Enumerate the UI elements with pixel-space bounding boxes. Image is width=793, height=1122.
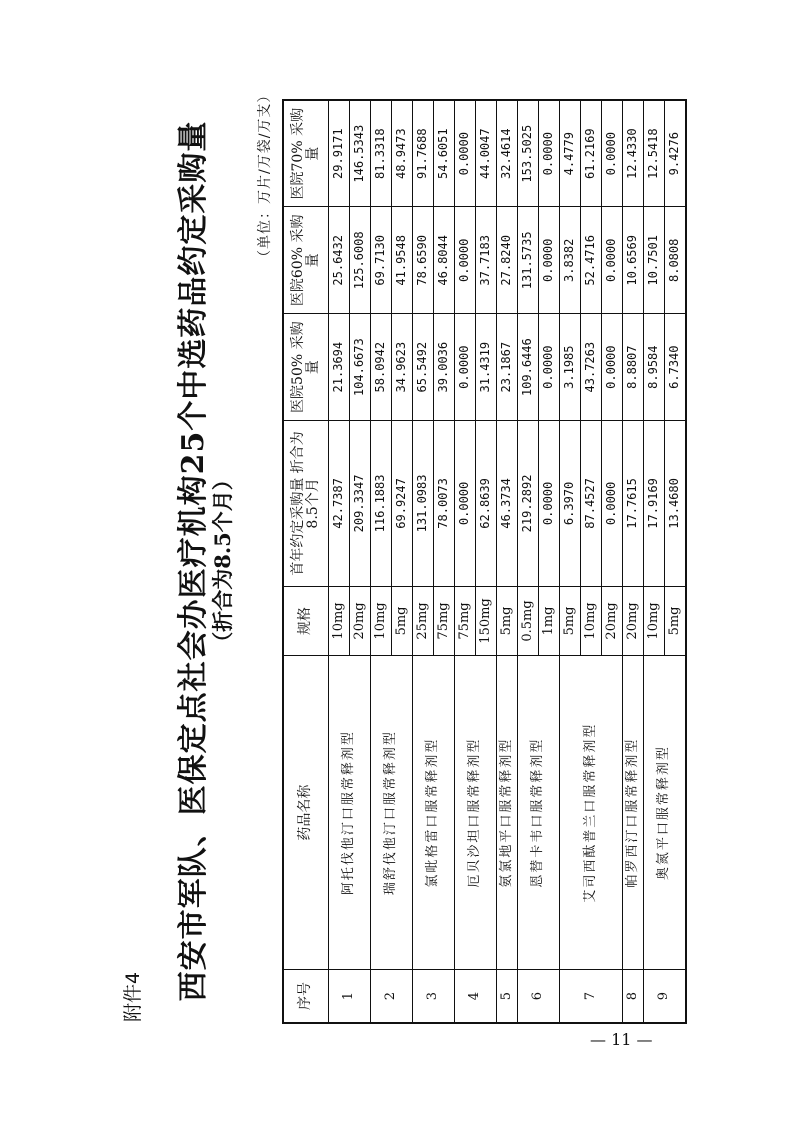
cell-spec: 5mg [497,586,518,655]
cell-p50: 31.4319 [476,314,497,421]
header-seq: 序号 [283,970,329,1023]
cell-p50: 104.6673 [350,314,371,421]
cell-drug-name: 厄贝沙坦口服常释剂型 [455,656,497,970]
header-base: 首年约定采购量 折合为8.5个月 [283,421,329,587]
cell-drug-name: 氨氯地平口服常释剂型 [497,656,518,970]
cell-p60: 0.0000 [602,207,623,314]
cell-p70: 9.4276 [665,100,687,207]
cell-spec: 0.5mg [518,586,539,655]
cell-base: 69.9247 [392,421,413,587]
cell-p70: 44.0047 [476,100,497,207]
cell-p70: 81.3318 [371,100,392,207]
cell-base: 87.4527 [581,421,602,587]
cell-seq: 6 [518,970,560,1023]
cell-base: 0.0000 [602,421,623,587]
cell-base: 17.7615 [623,421,644,587]
table-row [371,100,392,1023]
cell-spec: 10mg [581,586,602,655]
cell-drug-name: 奥氮平口服常释剂型 [644,656,687,970]
cell-drug-name: 艾司西酞普兰口服常释剂型 [560,656,623,970]
cell-p50: 0.0000 [455,314,476,421]
page-number: — 11 — [590,1030,653,1049]
unit-note: （单位：万片/万袋/万支） [257,87,273,264]
cell-base: 116.1883 [371,421,392,587]
page-subtitle: （折合为8.5个月） [210,469,235,653]
cell-base: 6.3970 [560,421,581,587]
cell-seq: 3 [413,970,455,1023]
cell-p50: 58.0942 [371,314,392,421]
cell-p70: 4.4779 [560,100,581,207]
cell-p60: 131.5735 [518,207,539,314]
cell-base: 209.3347 [350,421,371,587]
cell-drug-name: 帕罗西汀口服常释剂型 [623,656,644,970]
cell-spec: 20mg [602,586,623,655]
annex-label: 附件4 [122,971,144,1022]
cell-spec: 75mg [455,586,476,655]
table-row [455,100,476,1023]
cell-seq: 5 [497,970,518,1023]
cell-spec: 20mg [623,586,644,655]
cell-drug-name: 恩替卡韦口服常释剂型 [518,656,560,970]
cell-p70: 32.4614 [497,100,518,207]
cell-base: 46.3734 [497,421,518,587]
cell-p70: 48.9473 [392,100,413,207]
cell-base: 42.7387 [329,421,350,587]
cell-p50: 109.6446 [518,314,539,421]
cell-p60: 41.9548 [392,207,413,314]
cell-spec: 25mg [413,586,434,655]
cell-p70: 91.7688 [413,100,434,207]
header-name: 药品名称 [283,656,329,970]
cell-seq: 8 [623,970,644,1023]
table-row [497,100,518,1023]
cell-spec: 1mg [539,586,560,655]
header-p70: 医院70% 采购量 [283,100,329,207]
cell-p70: 12.4330 [623,100,644,207]
cell-p60: 27.8240 [497,207,518,314]
table-header-row [283,100,329,1023]
cell-p50: 65.5492 [413,314,434,421]
cell-p60: 69.7130 [371,207,392,314]
cell-seq: 4 [455,970,497,1023]
table-row [329,100,350,1023]
table-row [644,100,665,1023]
page-title: 西安市军队、医保定点社会办医疗机构25个中选药品约定采购量 [176,120,211,1002]
cell-drug-name: 阿托伐他汀口服常释剂型 [329,656,371,970]
table-row [560,100,581,1023]
cell-base: 78.0073 [434,421,455,587]
cell-p50: 0.0000 [539,314,560,421]
cell-p60: 10.7501 [644,207,665,314]
cell-base: 62.8639 [476,421,497,587]
cell-p50: 43.7263 [581,314,602,421]
cell-p60: 37.7183 [476,207,497,314]
cell-p70: 0.0000 [602,100,623,207]
cell-p70: 146.5343 [350,100,371,207]
cell-p60: 46.8044 [434,207,455,314]
cell-p50: 8.9584 [644,314,665,421]
cell-p70: 54.6051 [434,100,455,207]
header-p60: 医院60% 采购量 [283,207,329,314]
cell-seq: 7 [560,970,623,1023]
cell-p70: 0.0000 [539,100,560,207]
cell-p60: 78.6590 [413,207,434,314]
cell-spec: 10mg [329,586,350,655]
cell-base: 13.4680 [665,421,687,587]
cell-spec: 10mg [371,586,392,655]
cell-spec: 75mg [434,586,455,655]
cell-spec: 20mg [350,586,371,655]
cell-p70: 0.0000 [455,100,476,207]
table-row [413,100,434,1023]
cell-p50: 6.7340 [665,314,687,421]
table-row [518,100,539,1023]
cell-p50: 21.3694 [329,314,350,421]
procurement-table [282,99,687,1024]
cell-spec: 150mg [476,586,497,655]
cell-p60: 52.4716 [581,207,602,314]
cell-spec: 10mg [644,586,665,655]
cell-spec: 5mg [665,586,687,655]
cell-p70: 29.9171 [329,100,350,207]
cell-base: 219.2892 [518,421,539,587]
cell-p60: 25.6432 [329,207,350,314]
cell-drug-name: 瑞舒伐他汀口服常释剂型 [371,656,413,970]
cell-p50: 8.8807 [623,314,644,421]
cell-base: 0.0000 [539,421,560,587]
cell-p60: 8.0808 [665,207,687,314]
cell-spec: 5mg [560,586,581,655]
cell-p50: 3.1985 [560,314,581,421]
cell-base: 0.0000 [455,421,476,587]
cell-p70: 12.5418 [644,100,665,207]
cell-seq: 9 [644,970,687,1023]
cell-p60: 3.8382 [560,207,581,314]
cell-spec: 5mg [392,586,413,655]
cell-seq: 2 [371,970,413,1023]
cell-p60: 0.0000 [455,207,476,314]
cell-p60: 10.6569 [623,207,644,314]
cell-p60: 125.6008 [350,207,371,314]
cell-p60: 0.0000 [539,207,560,314]
cell-p70: 61.2169 [581,100,602,207]
cell-p50: 39.0036 [434,314,455,421]
cell-base: 131.0983 [413,421,434,587]
table-row [623,100,644,1023]
cell-p50: 0.0000 [602,314,623,421]
cell-p50: 23.1867 [497,314,518,421]
cell-base: 17.9169 [644,421,665,587]
cell-p50: 34.9623 [392,314,413,421]
cell-drug-name: 氯吡格雷口服常释剂型 [413,656,455,970]
header-spec: 规格 [283,586,329,655]
cell-seq: 1 [329,970,371,1023]
cell-p70: 153.5025 [518,100,539,207]
header-p50: 医院50% 采购量 [283,314,329,421]
